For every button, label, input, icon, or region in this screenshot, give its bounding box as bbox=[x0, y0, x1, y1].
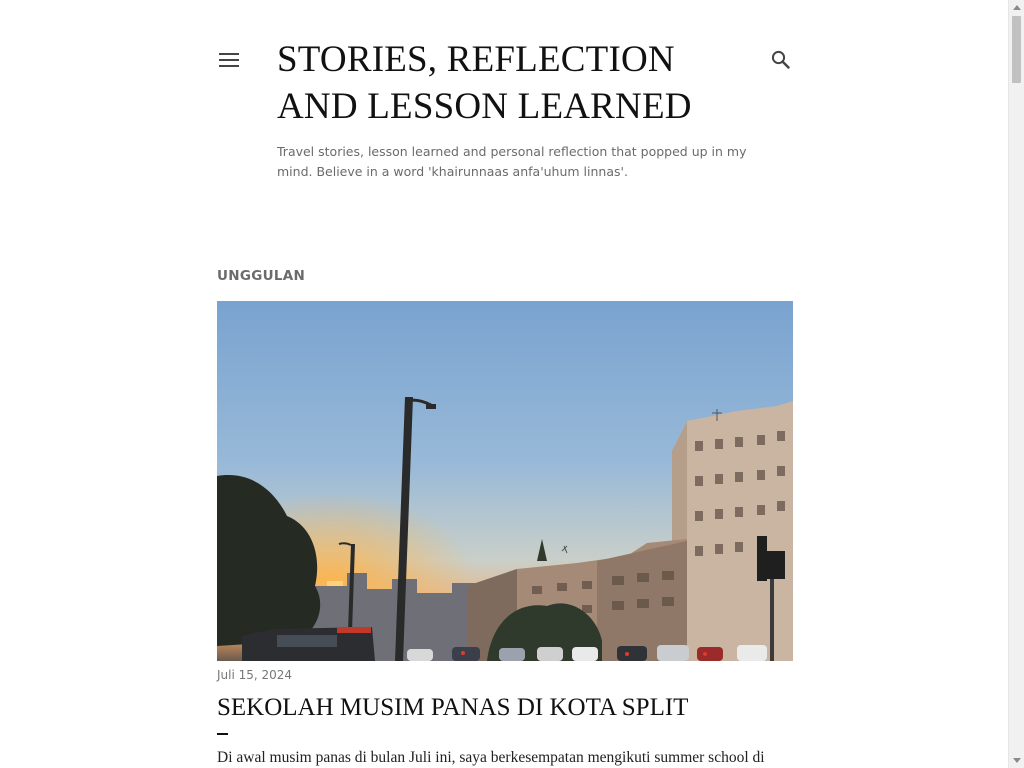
scrollbar-thumb[interactable] bbox=[1012, 16, 1021, 83]
hamburger-menu-icon[interactable] bbox=[216, 48, 242, 72]
vertical-scrollbar[interactable] bbox=[1008, 0, 1024, 768]
post-title-link[interactable]: SEKOLAH MUSIM PANAS DI KOTA SPLIT bbox=[217, 694, 689, 721]
scroll-up-arrow-icon[interactable] bbox=[1013, 5, 1021, 10]
featured-post-image[interactable] bbox=[217, 301, 793, 661]
post-snippet: Di awal musim panas di bulan Juli ini, saya berkesempatan mengikuti summer school di bbox=[217, 749, 765, 766]
blog-title[interactable]: STORIES, REFLECTION AND LESSON LEARNED bbox=[277, 39, 692, 127]
title-divider bbox=[217, 733, 228, 735]
search-icon[interactable] bbox=[768, 47, 794, 73]
post-date[interactable]: Juli 15, 2024 bbox=[217, 668, 293, 682]
featured-section-label: UNGGULAN bbox=[217, 268, 306, 284]
blog-description: Travel stories, lesson learned and personal reflection that popped up in my mind. Believe in a word 'khairunnaas anfa'uhum linnas'. bbox=[277, 144, 747, 179]
scroll-down-arrow-icon[interactable] bbox=[1013, 758, 1021, 763]
